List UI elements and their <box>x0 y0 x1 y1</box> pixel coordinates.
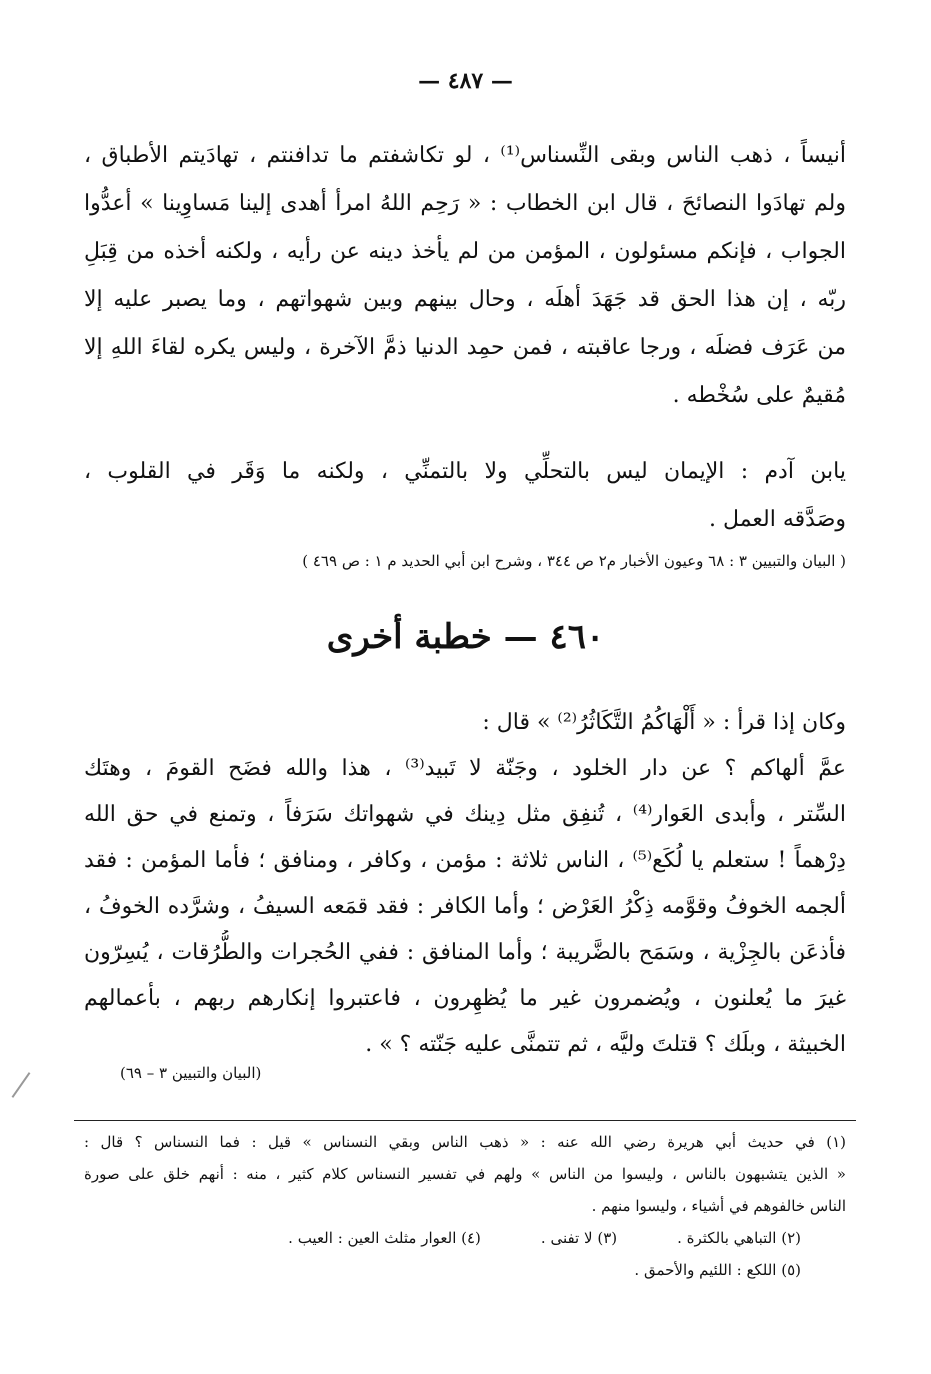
footnotes <box>84 1126 846 1286</box>
footnote-1-line: الناس خالفوهم في أشياء ، وليسوا منهم . <box>591 1197 846 1215</box>
footnote-divider <box>74 1120 856 1121</box>
text-line: أنيساً ، ذهب الناس وبقى النِّسناس⁽¹⁾ ، لو تكاشفتم ما تدافنتم ، تهادَيتم الأطباق ، <box>84 143 846 168</box>
paragraph-3 <box>84 700 846 1068</box>
source-citation-2: (البيان والتبيين ٣ – ٦٩) <box>120 1064 262 1082</box>
text-line: وكان إذا قرأ : « أَلْهَاكُمُ التَّكَاثُرُ⁽²⁾ » قال : <box>482 710 846 735</box>
footnote-5: (٥) اللكع : اللئيم والأحمق . <box>634 1261 801 1279</box>
text-line: فأذعَن بالجِزْية ، وسَمَح بالضَّريبة ؛ وأما المنافق : ففي الحُجرات والطُّرُقات ، يُسِرّون <box>84 940 846 965</box>
text-line: يابن آدم : الإيمان ليس بالتحلِّي ولا بالتمنِّي ، ولكنه ما وَقَر في القلوب ، <box>84 459 846 484</box>
text-line: الجواب ، فإنكم مسئولون ، المؤمن من لم يأخذ دينه عن رأيه ، ولكنه أخذه من قِبَلِ <box>84 239 846 264</box>
text-line: دِرْهماً ! ستعلم يا لُكَع⁽⁵⁾ ، الناس ثلاثة : مؤمن ، وكافر ، ومنافق ؛ فأما المؤمن : فقد <box>84 848 846 873</box>
footnote-2: (٢) التباهي بالكثرة . <box>677 1229 801 1247</box>
footnote-1-line: (١) في حديث أبي هريرة رضي الله عنه : « ذهب الناس وبقي النسناس » قيل : فما النسناس ؟ قال : <box>84 1133 846 1151</box>
text-line: السِّتر ، وأبدى العَوار⁽⁴⁾ ، تُنفِق مثل دِينك في شهواتك سَرَفاً ، وتمنع في حق الله <box>84 802 846 827</box>
text-line: ولم تهادَوا النصائحَ ، قال ابن الخطاب : « رَحِم اللهُ امرأ أهدى إلينا مَساوِينا » أعدُّوا <box>84 191 846 216</box>
page-number: — ٤٨٧ — <box>418 68 513 94</box>
footnote-3: (٣) لا تفنى . <box>540 1229 618 1247</box>
paragraph-2 <box>84 448 846 544</box>
footnote-1-line: « الذين يتشبهون بالناس ، وليسوا من الناس » ولهم في تفسير النسناس كلام كثير ، منه : أنهم خلق على صورة <box>84 1165 846 1183</box>
text-line: وصَدَّقه العمل . <box>709 507 846 532</box>
source-citation: ( البيان والتبيين ٣ : ٦٨ وعيون الأخبار م٢ ص ٣٤٤ ، وشرح ابن أبي الحديد م ١ : ص ٤٦٩ ) <box>302 552 846 570</box>
text-line: ربّه ، إن هذا الحق قد جَهَدَ أهلَه ، وحال بينهم وبين شهواتهم ، وما يصبر عليه إلا <box>84 287 846 312</box>
footnotes-row <box>84 1254 846 1286</box>
text-line: مُقيمٌ على سُخْطه . <box>672 383 846 408</box>
text-line: غيرَ ما يُعلنون ، ويُضمرون غير ما يُظهِرون ، فاعتبروا إنكارهم ربهم ، بأعمالهم <box>84 986 846 1011</box>
text-line: من عَرَف فضلَه ، ورجا عاقبته ، فمن حمِد الدنيا ذمَّ الآخرة ، وليس يكره لقاءَ اللهِ إلا <box>84 335 846 360</box>
text-line: الخبيثة ، وبلَك ؟ قتلتَ وليَّه ، ثم تتمنَّى عليه جَنّته ؟ » . <box>365 1032 846 1057</box>
text-line: ألجمه الخوفُ وقوَّمه ذِكْرُ العَرْض ؛ وأما الكافر : فقد قمَعه السيفُ ، وشرَّده الخوفُ ، <box>84 894 846 919</box>
text-line: عمَّ ألهاكم ؟ عن دار الخلود ، وجَنّة لا تَبيد⁽³⁾ ، هذا والله فضَح القومَ ، وهتَك <box>84 756 846 781</box>
paragraph-1 <box>84 132 846 420</box>
margin-mark <box>12 1072 31 1098</box>
footnotes-row <box>84 1222 846 1254</box>
footnote-4: (٤) العوار مثلث العين : العيب . <box>288 1229 481 1247</box>
section-heading: ٤٦٠ — خطبة أخرى <box>326 617 605 657</box>
